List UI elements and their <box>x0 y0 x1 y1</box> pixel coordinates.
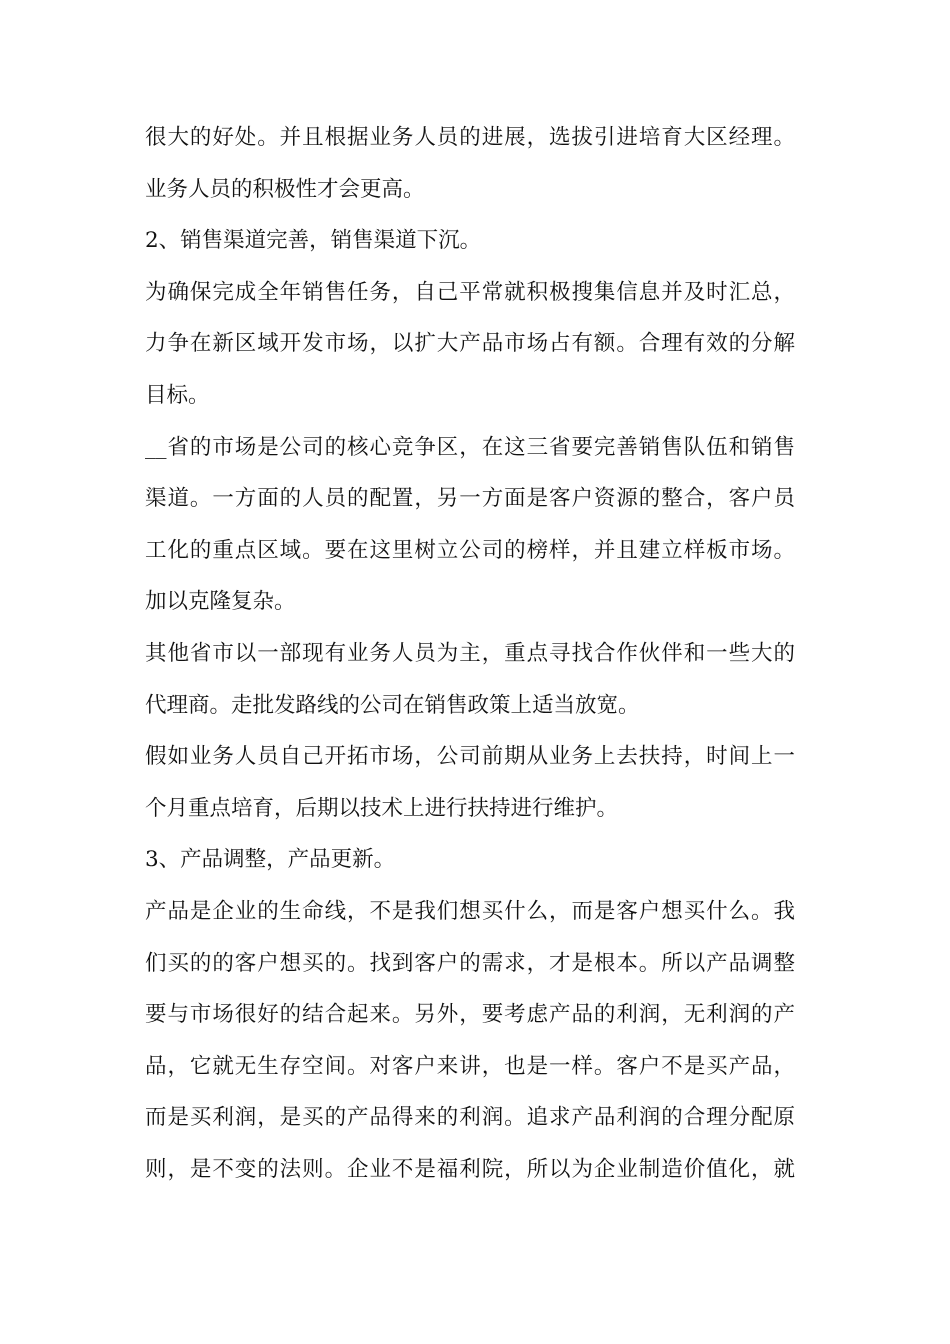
text-line-5: 力争在新区域开发市场，以扩大产品市场占有额。合理有效的分解 <box>145 331 795 357</box>
text-line-19: 品，它就无生存空间。对客户来讲，也是一样。客户不是买产品， <box>145 1053 795 1079</box>
text-line-12: 代理商。走批发路线的公司在销售政策上适当放宽。 <box>145 692 640 718</box>
text-line-7: __省的市场是公司的核心竞争区，在这三省要完善销售队伍和销售 <box>145 434 795 460</box>
text-line-18: 要与市场很好的结合起来。另外，要考虑产品的利润，无利润的产 <box>145 1002 795 1028</box>
text-line-8: 渠道。一方面的人员的配置，另一方面是客户资源的整合，客户员 <box>145 486 795 512</box>
text-line-21: 则，是不变的法则。企业不是福利院，所以为企业制造价值化，就 <box>145 1156 795 1182</box>
text-line-17: 们买的的客户想买的。找到客户的需求，才是根本。所以产品调整 <box>145 950 795 976</box>
section-heading-2: 2、销售渠道完善，销售渠道下沉。 <box>145 228 482 254</box>
section-heading-3: 3、产品调整，产品更新。 <box>145 847 396 873</box>
document-page <box>145 112 795 1195</box>
text-line-11: 其他省市以一部现有业务人员为主，重点寻找合作伙伴和一些大的 <box>145 640 795 666</box>
text-line-2: 业务人员的积极性才会更高。 <box>145 176 425 202</box>
text-line-10: 加以克隆复杂。 <box>145 589 296 615</box>
text-line-1: 很大的好处。并且根据业务人员的进展，选拔引进培育大区经理。 <box>145 125 795 150</box>
text-line-20: 而是买利润，是买的产品得来的利润。追求产品利润的合理分配原 <box>145 1105 795 1131</box>
text-line-6: 目标。 <box>145 382 210 408</box>
text-line-16: 产品是企业的生命线，不是我们想买什么，而是客户想买什么。我 <box>145 898 795 924</box>
text-line-9: 工化的重点区域。要在这里树立公司的榜样，并且建立样板市场。 <box>145 537 795 563</box>
text-line-14: 个月重点培育，后期以技术上进行扶持进行维护。 <box>145 795 619 821</box>
text-line-13: 假如业务人员自己开拓市场，公司前期从业务上去扶持，时间上一 <box>145 744 795 770</box>
text-line-4: 为确保完成全年销售任务，自己平常就积极搜集信息并及时汇总， <box>145 279 795 305</box>
